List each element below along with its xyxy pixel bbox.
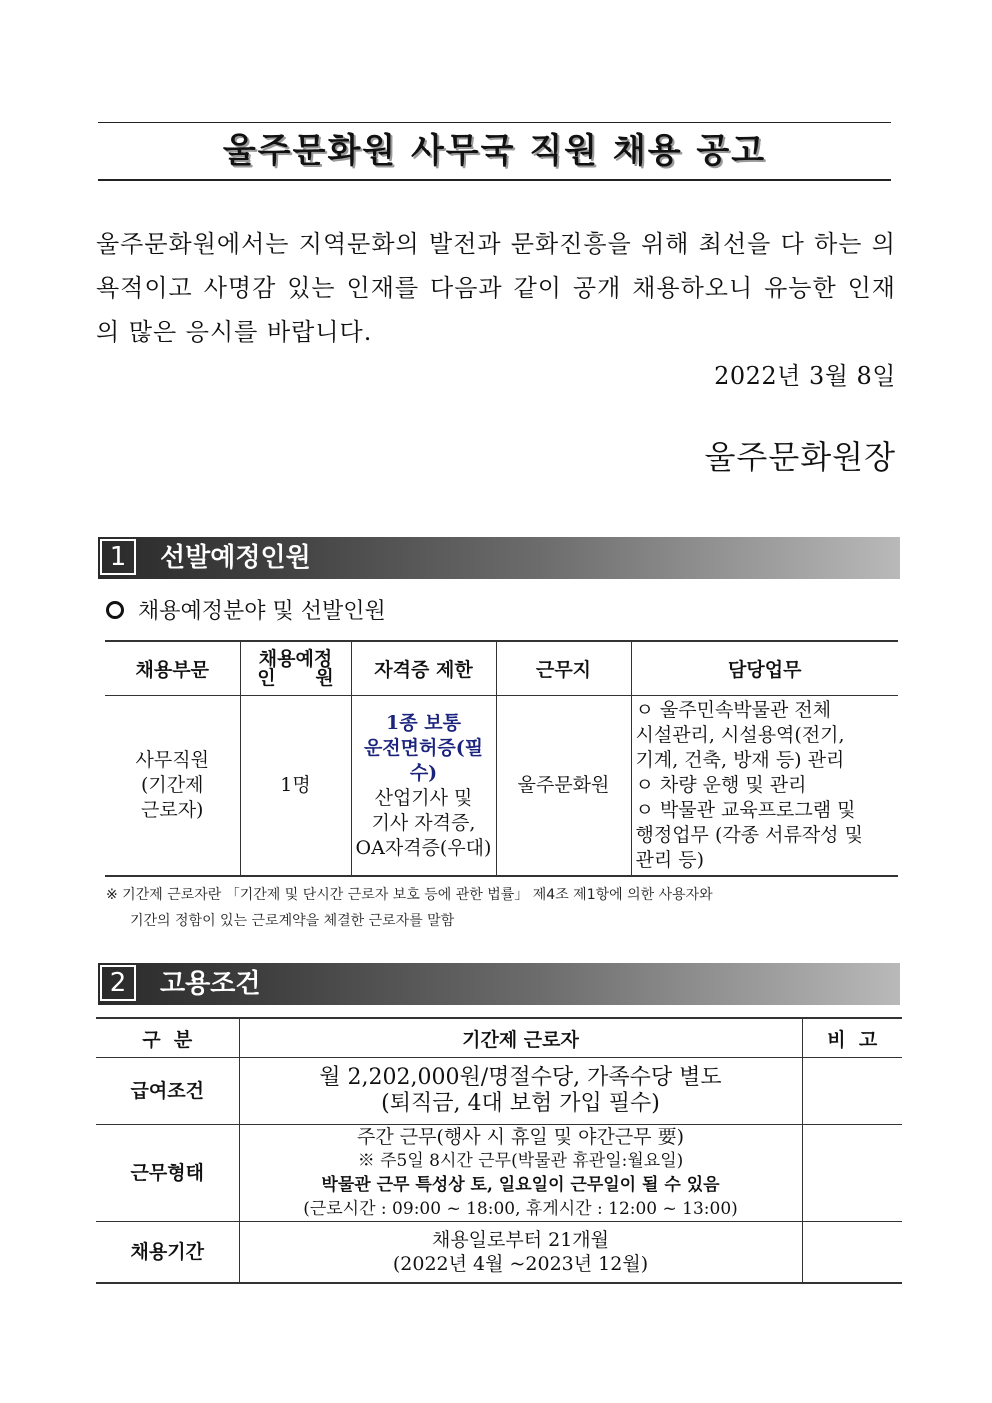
page-title: 울주문화원 사무국 직원 채용 공고 xyxy=(222,131,767,171)
dept-line: 사무직원 xyxy=(135,749,209,771)
pay-line: (퇴직금, 4대 보험 가입 필수) xyxy=(381,1091,660,1116)
period-line: (2022년 4월 ~2023년 12월) xyxy=(392,1252,649,1275)
footnote-line1: ※ 기간제 근로자란 「기간제 및 단시간 근로자 보호 등에 관한 법률」 제4조 제1항에 의한 사용자와 xyxy=(106,887,713,903)
footnote-line2: 기간의 정함이 있는 근로계약을 체결한 근로자를 말함 xyxy=(130,913,455,929)
announcement-date: 2022년 3월 8일 xyxy=(714,362,896,390)
recruitment-table xyxy=(105,640,898,877)
duty-line: 관리 등) xyxy=(635,849,705,871)
section-2-number: 2 xyxy=(100,965,136,1001)
duty-line: 시설관리, 시설용역(전기, xyxy=(635,724,845,746)
duty-line: ㅇ 차량 운행 및 관리 xyxy=(635,774,807,796)
employment-conditions-table xyxy=(96,1017,902,1284)
header-dept: 채용부문 xyxy=(105,641,240,696)
intro-paragraph: 울주문화원에서는 지역문화의 발전과 문화진흥을 위해 최선을 다 하는 의욕적이고 사명감 있는 인재를 다음과 같이 공개 채용하오니 유능한 인재의 많은 응시를 바랍니다. xyxy=(96,230,896,346)
header-count-line1: 채용예정 xyxy=(258,647,333,670)
section-2-title: 고용조건 xyxy=(160,969,261,999)
pay-remark xyxy=(802,1058,902,1125)
work-label: 근무형태 xyxy=(96,1125,239,1222)
work-line: (근로시간 : 09:00 ~ 18:00, 휴게시간 : 12:00 ~ 13:00) xyxy=(303,1199,738,1219)
period-remark xyxy=(802,1222,902,1283)
period-line: 채용일로부터 21개월 xyxy=(431,1228,610,1251)
cert-required-line: 운전면허증(필수) xyxy=(363,736,484,784)
dept-line: (기간제 xyxy=(141,774,204,796)
count-cell: 1명 xyxy=(240,696,351,877)
section-1-bullet xyxy=(106,594,386,625)
header-count-line2: 인 원 xyxy=(257,666,334,689)
header-cert: 자격증 제한 xyxy=(351,641,496,696)
table-row xyxy=(96,1222,902,1283)
table-row xyxy=(105,696,898,877)
table-header-row xyxy=(105,641,898,696)
circle-bullet-icon xyxy=(106,601,124,619)
pay-label: 급여조건 xyxy=(96,1058,239,1125)
section-1-header xyxy=(98,537,900,579)
pay-cell xyxy=(239,1058,802,1125)
cert-required-line: 1종 보통 xyxy=(386,711,461,734)
header-duty: 담당업무 xyxy=(631,641,898,696)
section-2-header xyxy=(98,963,900,1005)
duty-line: ㅇ 박물관 교육프로그램 및 xyxy=(635,799,856,821)
bullet-text: 채용예정분야 및 선발인원 xyxy=(138,599,386,624)
table-row xyxy=(96,1058,902,1125)
cert-line: OA자격증(우대) xyxy=(355,836,492,859)
period-label: 채용기간 xyxy=(96,1222,239,1283)
footnote xyxy=(106,882,898,934)
header-place: 근무지 xyxy=(496,641,631,696)
header-count xyxy=(240,641,351,696)
duty-line: ㅇ 울주민속박물관 전체 xyxy=(635,699,832,721)
header-remark: 비 고 xyxy=(802,1018,902,1058)
header-type: 기간제 근로자 xyxy=(239,1018,802,1058)
work-line: ※ 주5일 8시간 근무(박물관 휴관일:월요일) xyxy=(357,1151,684,1171)
section-1-number: 1 xyxy=(100,539,136,575)
cert-line: 기사 자격증, xyxy=(371,811,476,834)
place-cell: 울주문화원 xyxy=(496,696,631,877)
work-line: 주간 근무(행사 시 휴일 및 야간근무 要) xyxy=(356,1126,685,1148)
dept-cell xyxy=(105,696,240,877)
period-cell xyxy=(239,1222,802,1283)
section-1-title: 선발예정인원 xyxy=(160,543,311,573)
duty-line: 기계, 건축, 방재 등) 관리 xyxy=(635,749,845,771)
signer: 울주문화원장 xyxy=(704,438,896,476)
work-remark xyxy=(802,1125,902,1222)
duty-cell xyxy=(631,696,898,877)
table-row xyxy=(96,1125,902,1222)
dept-line: 근로자) xyxy=(141,799,204,821)
title-box xyxy=(98,122,891,181)
work-cell xyxy=(239,1125,802,1222)
work-line: 박물관 근무 특성상 토, 일요일이 근무일이 될 수 있음 xyxy=(321,1175,720,1195)
header-category: 구 분 xyxy=(96,1018,239,1058)
duty-line: 행정업무 (각종 서류작성 및 xyxy=(635,824,863,846)
table-header-row xyxy=(96,1018,902,1058)
pay-line: 월 2,202,000원/명절수당, 가족수당 별도 xyxy=(319,1065,722,1090)
cert-cell xyxy=(351,696,496,877)
cert-line: 산업기사 및 xyxy=(374,786,473,809)
